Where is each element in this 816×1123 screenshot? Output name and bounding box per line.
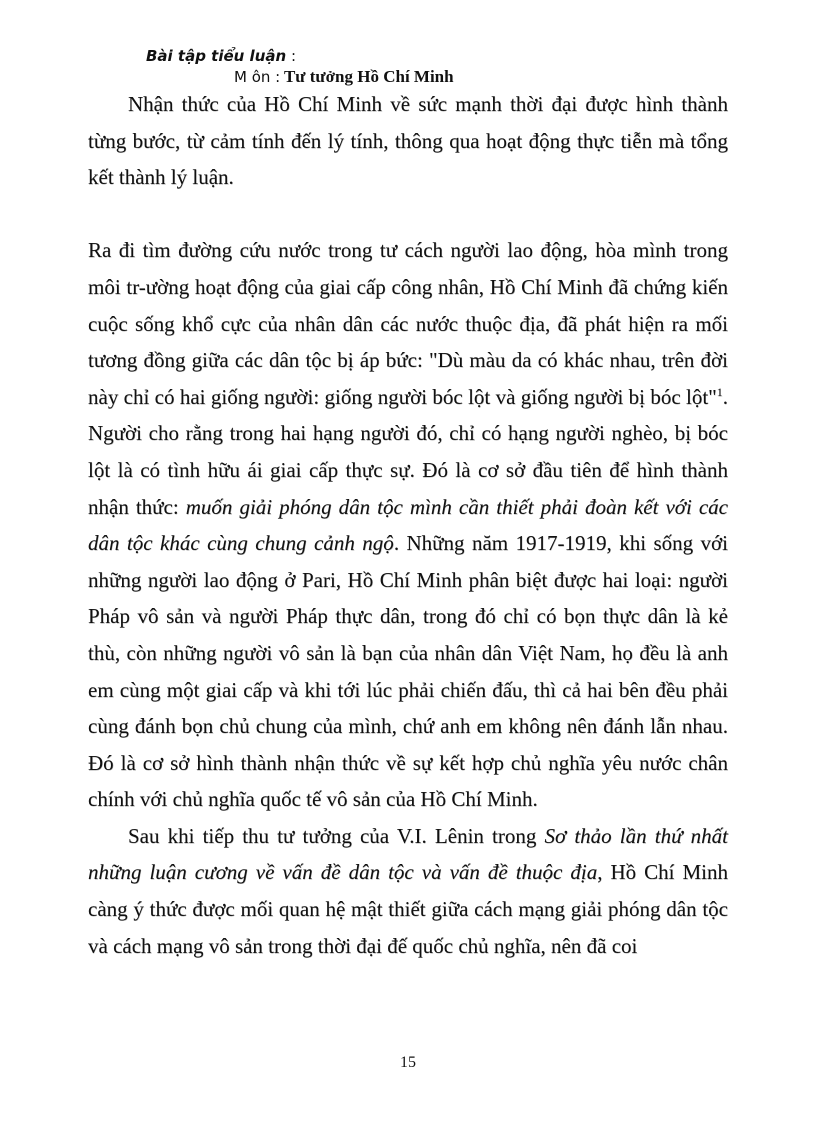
paragraph-2-italic: muốn giải phóng dân tộc mình cần thiết phải đoàn kết với các dân tộc khác cùng chung cảnh ngộ <box>88 494 728 556</box>
paragraph-3-text-b: , Hồ Chí Minh càng ý thức được mối quan hệ mật thiết giữa cách mạng giải phóng dân tộc và cách mạng vô sản trong thời đại đế quốc chủ nghĩa, nên đã coi <box>88 860 728 958</box>
paragraph-2-text-c: . Những năm 1917-1919, khi sống với những người lao động ở Pari, Hồ Chí Minh phân biệt được hai loại: người Pháp vô sản và người Pháp thực dân, trong đó chỉ có bọn thực dân là kẻ thù, còn những người vô sản là bạn của nhân dân Việt Nam, họ đều là anh em cùng một giai cấp và khi tới lúc phải chiến đấu, thì cả hai bên đều phải cùng đánh bọn chủ chung của mình, chứ anh em không nên đánh lẫn nhau. Đó là cơ sở hình thành nhận thức về sự kết hợp chủ nghĩa yêu nước chân chính với chủ nghĩa quốc tế vô sản của Hồ Chí Minh. <box>88 531 728 812</box>
document-header-label <box>146 47 296 65</box>
paragraph-3-text-a: Sau khi tiếp thu tư tưởng của V.I. Lênin trong <box>128 823 545 848</box>
paragraph-3-italic: Sơ thảo lần thứ nhất những luận cương về vấn đề dân tộc và vấn đề thuộc địa <box>88 823 728 885</box>
paragraph-2 <box>88 232 728 818</box>
paragraph-3 <box>88 818 728 964</box>
course-header <box>234 67 454 87</box>
course-label: M ôn : <box>234 68 281 86</box>
header-label-text: Bài tập tiểu luận <box>146 47 287 65</box>
document-body <box>88 86 728 964</box>
paragraph-1: Nhận thức của Hồ Chí Minh về sức mạnh thời đại được hình thành từng bước, từ cảm tính đến lý tính, thông qua hoạt động thực tiễn mà tổng kết thành lý luận. <box>88 92 728 190</box>
paragraph-2-text-a: Ra đi tìm đường cứu nước trong tư cách người lao động, hòa mình trong môi tr-ường hoạt động của giai cấp công nhân, Hồ Chí Minh đã chứng kiến cuộc sống khổ cực của nhân dân các nước thuộc địa, đã phát hiện ra mối tương đồng giữa các dân tộc bị áp bức: "Dù màu da có khác nhau, trên đời này chỉ có hai giống người: giống người bóc lột và giống người bị bóc lột" <box>88 238 728 409</box>
paragraph-gap <box>88 196 728 233</box>
course-title: Tư tưởng Hồ Chí Minh <box>283 67 454 86</box>
footnote-marker: 1 <box>716 384 723 399</box>
header-label-colon: : <box>286 47 297 65</box>
page-number: 15 <box>400 1054 416 1071</box>
paragraph-2-text-b: . Người cho rằng trong hai hạng người đó, chỉ có hạng người nghèo, bị bóc lột là có tình hữu ái giai cấp thực sự. Đó là cơ sở đầu tiên để hình thành nhận thức: <box>88 384 728 519</box>
